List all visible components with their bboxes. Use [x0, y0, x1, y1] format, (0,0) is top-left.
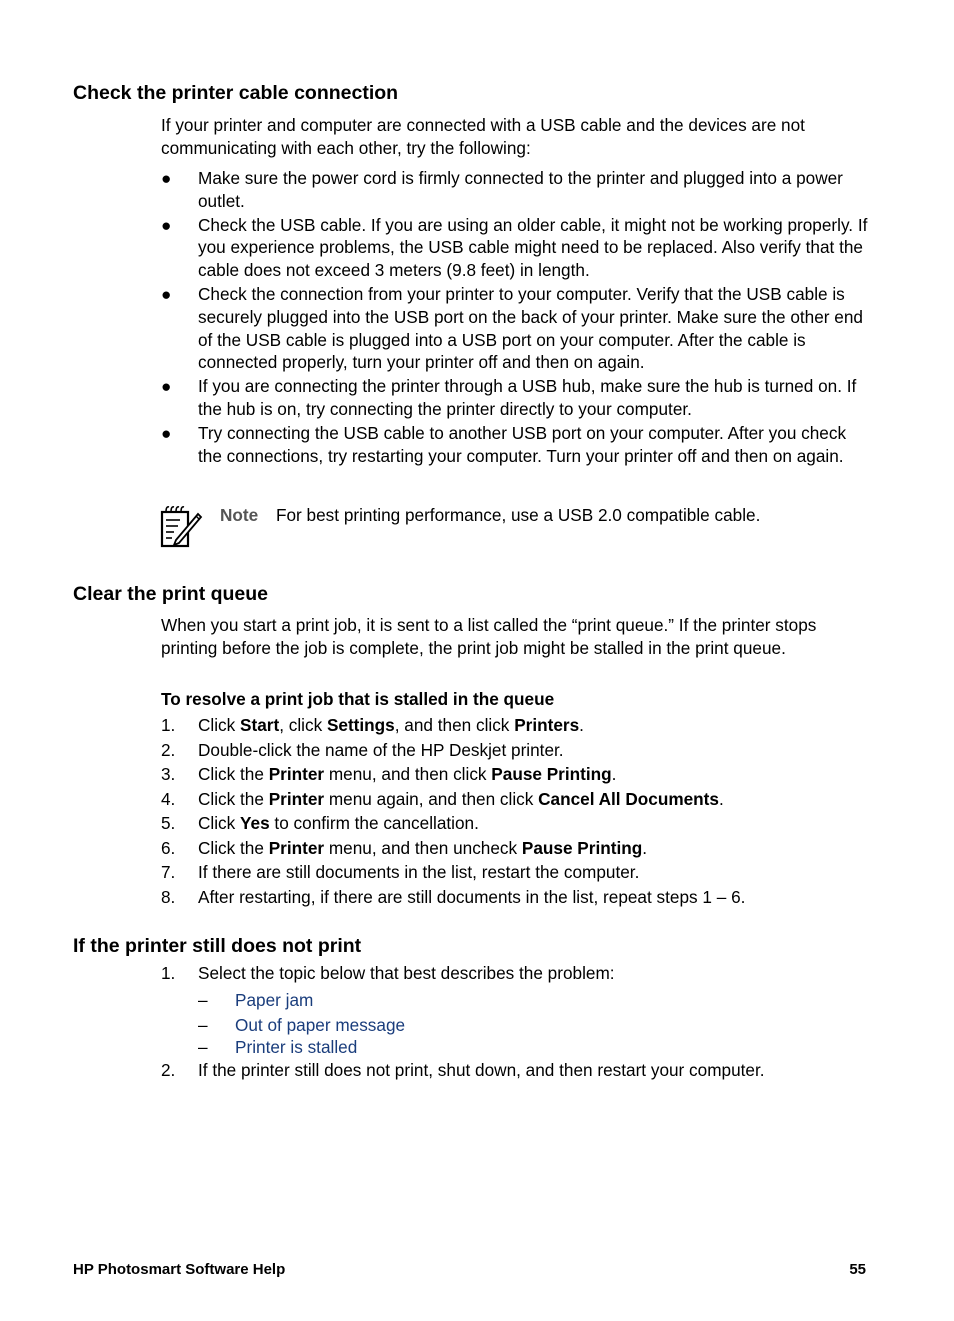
bullet-text: Check the connection from your printer to your computer. Verify that the USB cable is securely plugged into the USB port on the back of your printer. Make sure the other end of the USB cable is plugged into a USB port on your computer. After the cable is connected properly, turn your printer off and then on again. [198, 283, 863, 373]
section-heading-still-not-print: If the printer still does not print [73, 935, 362, 957]
step-number: 7. [161, 862, 176, 882]
bullet-text: If you are connecting the printer through a USB hub, make sure the hub is turned on. If the hub is on, try connecting the printer directly to your computer. [198, 376, 857, 419]
step-text-fragment: Double-click the name of the HP Deskjet printer. [198, 739, 564, 760]
step-text-fragment: . [718, 788, 724, 809]
step-text-fragment: to confirm the cancellation. [269, 813, 479, 833]
step-number: 6. [161, 837, 176, 858]
dash-marker: – [198, 1014, 208, 1035]
step-text [198, 887, 745, 907]
link-out-of-paper-message[interactable]: Out of paper message [235, 1014, 406, 1035]
step-text-fragment: If there are still documents in the list, restart the computer. [198, 862, 640, 882]
ui-term: Printers [514, 715, 580, 735]
step-text-fragment: . [642, 837, 648, 858]
list-item [161, 1059, 873, 1084]
list-item [161, 886, 873, 911]
list-item [161, 375, 873, 421]
list-item [161, 962, 873, 987]
step-number: 8. [161, 886, 176, 907]
troubleshoot-steps [161, 962, 873, 1083]
bullet-marker: ● [161, 214, 172, 235]
list-item [161, 714, 873, 739]
dash-marker: – [198, 1036, 208, 1057]
step-text-fragment: After restarting, if there are still documents in the list, repeat steps 1 – 6. [198, 886, 746, 907]
note-label: Note [220, 505, 259, 525]
note-box [158, 504, 858, 552]
procedure-steps [161, 714, 873, 910]
step-text: Select the topic below that best describes the problem: [198, 963, 615, 983]
step-text-fragment: Click the [198, 764, 269, 784]
step-text-fragment: menu again, and then click [324, 788, 539, 809]
bullet-marker: ● [161, 422, 172, 443]
footer-page-number: 55 [849, 1261, 866, 1278]
ui-term: Settings [326, 715, 395, 735]
cable-checklist [161, 167, 873, 468]
note-text: For best printing performance, use a USB 2.0 compatible cable. [276, 505, 761, 525]
step-text-fragment: Click [198, 813, 241, 833]
step-text [198, 813, 479, 833]
list-item [161, 422, 873, 468]
list-item [161, 283, 873, 374]
cable-intro-paragraph: If your printer and computer are connected with a USB cable and the devices are not communicating with each other, try the following: [161, 115, 805, 158]
step-number: 1. [161, 715, 176, 735]
step-number: 1. [161, 963, 176, 983]
step-text-fragment: Click the [198, 837, 269, 858]
ui-term: Pause Printing [521, 837, 643, 858]
step-text-fragment: Click [198, 715, 241, 735]
step-text-fragment: . [611, 764, 617, 784]
ui-term: Printer [268, 788, 325, 809]
dash-marker: – [198, 989, 208, 1010]
sub-list-item [161, 1014, 873, 1036]
list-item [161, 739, 873, 764]
step-text-fragment: , and then click [394, 715, 515, 735]
ui-term: Printer [268, 837, 325, 858]
step-text [198, 838, 647, 858]
step-text [198, 862, 639, 882]
list-item [161, 788, 873, 813]
sub-list-item [161, 1036, 873, 1059]
ui-term: Start [240, 715, 280, 735]
ui-term: Cancel All Documents [538, 788, 719, 809]
step-number: 2. [161, 739, 176, 760]
step-text-fragment: . [579, 715, 584, 735]
list-item [161, 214, 873, 282]
list-item [161, 837, 873, 862]
step-number: 2. [161, 1059, 176, 1080]
step-text [198, 764, 616, 784]
footer-title: HP Photosmart Software Help [73, 1261, 286, 1278]
ui-term: Yes [240, 813, 270, 833]
list-item [161, 812, 873, 837]
step-text [198, 789, 724, 809]
step-number: 3. [161, 764, 176, 784]
bullet-marker: ● [161, 376, 172, 397]
link-printer-is-stalled[interactable]: Printer is stalled [235, 1036, 358, 1057]
step-text [198, 715, 584, 735]
bullet-marker: ● [161, 283, 172, 304]
list-item [161, 763, 873, 788]
print-queue-intro-paragraph: When you start a print job, it is sent to a list called the “print queue.” If the printer stops printing before the job is complete, the print job might be stalled in the print queue. [161, 615, 817, 658]
step-number: 4. [161, 788, 176, 809]
step-text-fragment: menu, and then uncheck [324, 837, 522, 858]
step-text [198, 740, 564, 760]
list-item [161, 861, 873, 886]
step-text: If the printer still does not print, shut down, and then restart your computer. [198, 1059, 765, 1080]
bullet-text: Check the USB cable. If you are using an older cable, it might not be working properly. If you experience problems, the USB cable might need to be replaced. Also verify that the cable does not exceed 3 meters (9.8 feet) in length. [198, 214, 868, 281]
step-text-fragment: Click the [198, 788, 269, 809]
step-text-fragment: , click [279, 715, 327, 735]
bullet-marker: ● [161, 168, 172, 188]
link-paper-jam[interactable]: Paper jam [235, 989, 314, 1010]
procedure-title: To resolve a print job that is stalled in the queue [161, 689, 555, 709]
section-heading-print-queue: Clear the print queue [73, 583, 269, 605]
step-text-fragment: menu, and then click [324, 764, 492, 784]
bullet-text: Try connecting the USB cable to another USB port on your computer. After you check the connections, try restarting your computer. Turn your printer off and then on again. [198, 422, 847, 466]
list-item [161, 167, 873, 213]
ui-term: Printer [268, 764, 325, 784]
note-pad-icon [158, 504, 204, 550]
sub-list-item [161, 989, 873, 1014]
section-heading-cable-connection: Check the printer cable connection [73, 82, 399, 104]
step-number: 5. [161, 813, 176, 833]
bullet-text: Make sure the power cord is firmly connected to the printer and plugged into a power outlet. [198, 168, 843, 211]
ui-term: Pause Printing [491, 764, 612, 784]
